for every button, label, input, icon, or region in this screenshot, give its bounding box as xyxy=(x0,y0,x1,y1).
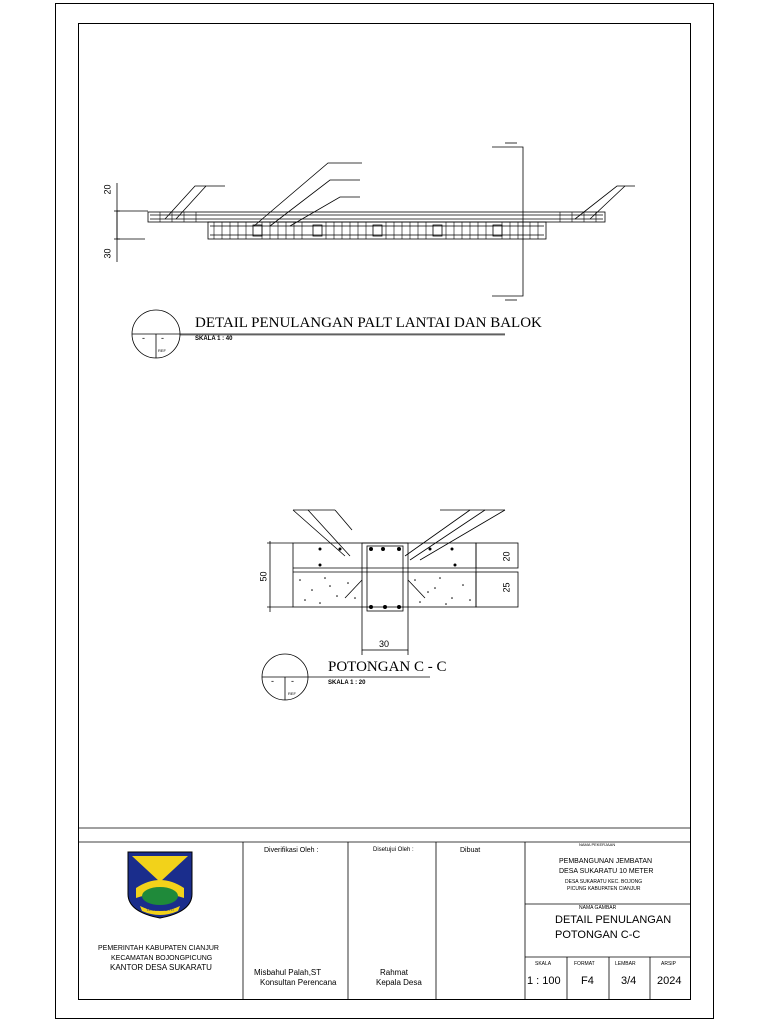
drawing-title-1: DETAIL PENULANGAN PALT LANTAI DAN BALOK xyxy=(195,315,542,331)
scale-value: 1 : 100 xyxy=(527,975,561,987)
verifier-name: Misbahul Palah,ST xyxy=(254,968,322,977)
marker-2-ref: REF xyxy=(288,691,296,696)
sheet-label: LEMBAR xyxy=(615,961,636,967)
marker-1-ref: REF xyxy=(158,348,166,353)
drawing-name-1: DETAIL PENULANGAN xyxy=(555,914,672,926)
slab-beam-detail xyxy=(114,143,635,300)
made-by-label: Dibuat xyxy=(460,847,481,854)
cross-section-cc xyxy=(267,510,518,655)
dim-slab-20: 20 xyxy=(501,551,512,562)
archive-label: ARSIP xyxy=(661,961,677,967)
project-line-2: DESA SUKARATU 10 METER xyxy=(559,868,654,875)
drawing-scale-2: SKALA 1 : 20 xyxy=(328,680,366,686)
regency-logo xyxy=(126,850,194,920)
dim-lower-25: 25 xyxy=(501,582,512,593)
dim-slab-thickness: 20 xyxy=(102,184,113,195)
org-line-1: PEMERINTAH KABUPATEN CIANJUR xyxy=(98,945,219,952)
scale-label: SKALA xyxy=(535,961,552,967)
dim-beam-depth: 30 xyxy=(102,248,113,259)
format-label: FORMAT xyxy=(574,961,595,967)
project-location-1: DESA SUKARATU KEC. BOJONG xyxy=(565,879,643,885)
approver-role: Kepala Desa xyxy=(376,978,422,987)
marker-2-top: - xyxy=(271,676,274,686)
sheet-value: 3/4 xyxy=(621,975,637,987)
marker-2-left: - xyxy=(291,676,294,686)
approved-by-label: Disetujui Oleh : xyxy=(373,847,414,853)
project-location-2: PICUNG KABUPATEN CIANJUR xyxy=(567,886,641,892)
format-value: F4 xyxy=(581,975,594,987)
org-line-3: KANTOR DESA SUKARATU xyxy=(110,963,212,972)
org-line-2: KECAMATAN BOJONGPICUNG xyxy=(111,955,213,962)
marker-1-top: - xyxy=(142,333,145,343)
drawing-title-2: POTONGAN C - C xyxy=(328,659,447,675)
project-line-1: PEMBANGUNAN JEMBATAN xyxy=(559,858,653,865)
drawing-name-2: POTONGAN C-C xyxy=(555,929,641,941)
verifier-role: Konsultan Perencana xyxy=(260,978,337,987)
dim-section-height: 50 xyxy=(258,571,269,582)
archive-value: 2024 xyxy=(657,975,682,987)
approver-name: Rahmat xyxy=(380,968,409,977)
dim-beam-width: 30 xyxy=(379,639,390,649)
logo-motto: TEGUH MUKTI xyxy=(146,907,174,912)
marker-1-left: - xyxy=(161,333,164,343)
project-label: NAMA PEKERJAAN xyxy=(579,842,616,847)
drawing-name-label: NAMA GAMBAR xyxy=(579,905,617,911)
drawing-scale-1: SKALA 1 : 40 xyxy=(195,336,233,342)
verified-by-label: Diverifikasi Oleh : xyxy=(264,847,319,854)
